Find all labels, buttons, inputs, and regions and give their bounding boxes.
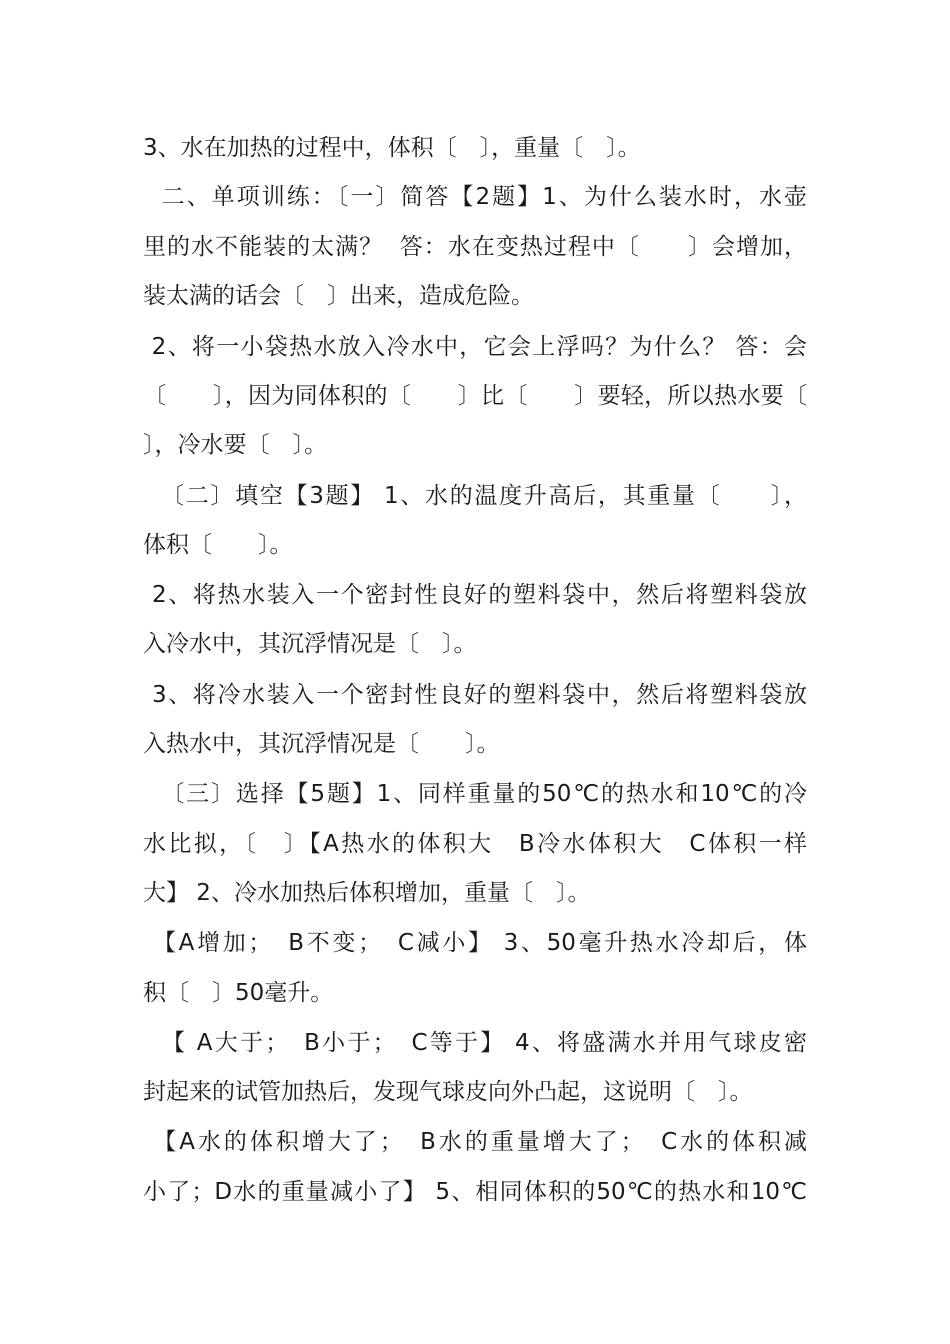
text-line: 〔 〕，因为同体积的〔 〕比〔 〕要轻，所以热水要〔 xyxy=(143,383,807,409)
text-line: 入冷水中，其沉浮情况是〔 〕。 xyxy=(143,631,477,657)
text-line: 〕，冷水要〔 〕。 xyxy=(143,432,327,458)
text-line: 2、将热水装入一个密封性良好的塑料袋中，然后将塑料袋放 xyxy=(143,582,807,608)
text-line: 【A水的体积增大了； B水的重量增大了； C水的体积减 xyxy=(143,1129,807,1155)
text-line: 装太满的话会〔 〕出来，造成危险。 xyxy=(143,283,534,309)
text-line: 3、将冷水装入一个密封性良好的塑料袋中，然后将塑料袋放 xyxy=(143,682,807,708)
text-line: 积〔 〕50毫升。 xyxy=(143,980,334,1006)
text-line: 体积〔 〕。 xyxy=(143,532,293,558)
text-line: 2、将一小袋热水放入冷水中，它会上浮吗？为什么？ 答：会 xyxy=(143,334,807,360)
text-line: 水比拟，〔 〕【A热水的体积大 B冷水体积大 C体积一样 xyxy=(143,831,807,857)
text-line: 3、水在加热的过程中，体积〔 〕，重量〔 〕。 xyxy=(143,135,641,161)
text-line: 里的水不能装的太满？ 答：水在变热过程中〔 〕会增加， xyxy=(143,234,807,260)
text-line: 〔三〕选择【5题】1、同样重量的50℃的热水和10℃的冷 xyxy=(143,781,807,807)
text-line: 【A增加； B不变； C减小】 3、50毫升热水冷却后，体 xyxy=(143,930,807,956)
text-line: 小了；D水的重量减小了】 5、相同体积的50℃的热水和10℃ xyxy=(143,1179,807,1205)
text-line: 【 A大于； B小于； C等于】 4、将盛满水并用气球皮密 xyxy=(143,1030,807,1056)
text-line: 封起来的试管加热后，发现气球皮向外凸起，这说明〔 〕。 xyxy=(143,1079,753,1105)
text-line: 〔二〕填空【3题】 1、水的温度升高后，其重量〔 〕， xyxy=(143,483,807,509)
text-line: 二、单项训练：〔一〕简答【2题】1、为什么装水时，水壶 xyxy=(143,184,807,210)
text-line: 大】 2、冷水加热后体积增加，重量〔 〕。 xyxy=(143,880,591,906)
text-line: 入热水中，其沉浮情况是〔 〕。 xyxy=(143,731,500,757)
